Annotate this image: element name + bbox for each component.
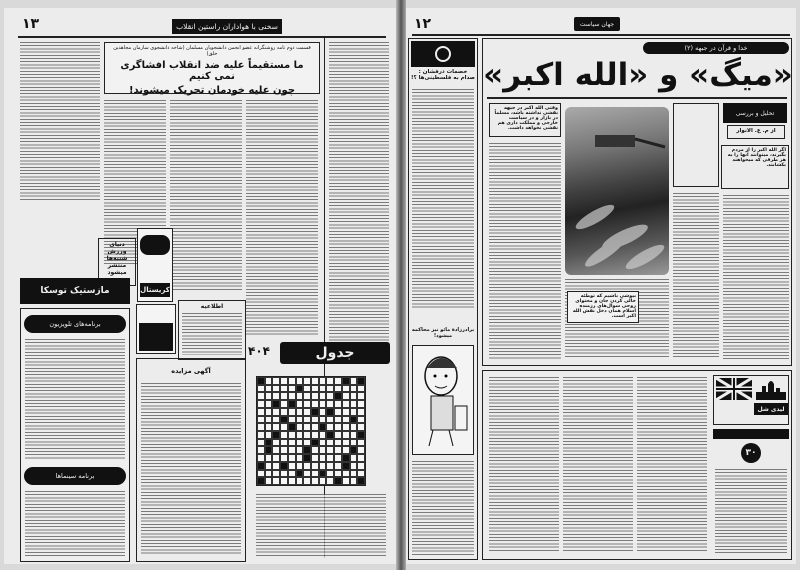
crossword-cell[interactable] [357,454,365,462]
crossword-cell[interactable] [334,416,342,424]
war-photo [565,107,669,275]
crossword-cell[interactable] [303,446,311,454]
article-text [723,195,789,359]
cinema-ad-logo [140,235,170,255]
article-text [637,377,707,553]
crossword-cell[interactable] [326,462,334,470]
main-headline: «میگ» و «الله اکبر» [483,57,793,93]
crossword-cell[interactable] [296,377,304,385]
headline-line-1: ما مستقیماً علیه ضد انقلاب افشاگری نمی کنیم [120,60,304,82]
crossword-cell[interactable] [334,385,342,393]
cinema-ad-title: کریستال [140,283,170,297]
crossword-cell[interactable] [311,462,319,470]
crossword-cell[interactable] [257,423,265,431]
crossword-cell[interactable] [280,446,288,454]
crossword-cell[interactable] [280,423,288,431]
headline-rule [487,97,787,99]
crossword-cell[interactable] [326,470,334,478]
crossword-cell[interactable] [319,477,327,485]
crossword-cell[interactable] [265,400,273,408]
crossword-cell[interactable] [296,416,304,424]
crossword-cell[interactable] [272,431,280,439]
crossword-cell[interactable] [296,431,304,439]
crossword-cell[interactable] [342,385,350,393]
crossword-cell[interactable] [288,439,296,447]
pull-quote-1: وقتی الله اکبر در جبهه نقشی نداشته باشد، مسلماً در بازار و در سیاست خارجی و مملکت داری هم نقشی نخواهد داشت. [489,103,561,137]
crossword-number: ۴۰۴ [248,344,270,358]
crossword-cell[interactable] [272,439,280,447]
crossword-cell[interactable] [257,400,265,408]
crossword-cell[interactable] [334,408,342,416]
crossword-cell[interactable] [326,423,334,431]
crossword-cell[interactable] [342,416,350,424]
left-page [4,8,396,564]
crossword-cell[interactable] [296,446,304,454]
small-ad [136,304,176,354]
crossword-cell[interactable] [272,385,280,393]
auction-title: آگهی مزایده [171,367,211,375]
crossword-cell[interactable] [265,431,273,439]
crossword-cell[interactable] [257,454,265,462]
crossword-cell[interactable] [326,400,334,408]
crossword-cell[interactable] [303,454,311,462]
article-text [489,377,559,553]
crossword-cell[interactable] [326,439,334,447]
listings-box [20,308,130,562]
crossword-cell[interactable] [350,454,358,462]
crossword-cell[interactable] [257,431,265,439]
crossword [248,344,392,564]
crossword-cell[interactable] [326,408,334,416]
crossword-cell[interactable] [319,377,327,385]
crossword-cell[interactable] [296,385,304,393]
crossword-cell[interactable] [350,446,358,454]
crossword-cell[interactable] [257,377,265,385]
crossword-cell[interactable] [350,439,358,447]
crossword-cell[interactable] [342,462,350,470]
article-text [673,193,719,359]
crossword-cell[interactable] [357,439,365,447]
crossword-cell[interactable] [303,423,311,431]
crossword-cell[interactable] [326,454,334,462]
right-page [406,8,796,564]
crossword-cell[interactable] [350,477,358,485]
crossword-cell[interactable] [334,377,342,385]
crossword-cell[interactable] [342,470,350,478]
crossword-cell[interactable] [265,385,273,393]
page-number: ۱۳ [22,16,40,32]
main-headline-wrap [483,55,793,95]
crossword-cell[interactable] [350,462,358,470]
crossword-cell[interactable] [357,462,365,470]
crossword-cell[interactable] [342,439,350,447]
crossword-cell[interactable] [350,400,358,408]
crossword-cell[interactable] [265,377,273,385]
crossword-cell[interactable] [265,477,273,485]
lead-headline-box [104,42,320,94]
crossword-cell[interactable] [288,392,296,400]
crossword-cell[interactable] [350,416,358,424]
crossword-cell[interactable] [357,477,365,485]
crossword-cell[interactable] [319,423,327,431]
header-rule [18,36,386,38]
crossword-cell[interactable] [257,392,265,400]
parliament-icon [754,378,788,400]
crossword-cell[interactable] [288,462,296,470]
analysis-label: تحلیل و بررسی [723,103,787,123]
crossword-cell[interactable] [265,392,273,400]
feature-header [713,375,789,425]
headline-line-2: چون علیه خودمان تحریک میشوند! [128,85,296,96]
crossword-cell[interactable] [311,400,319,408]
crossword-cell[interactable] [303,377,311,385]
notice-box [178,300,246,360]
crossword-clues [256,494,386,558]
crossword-cell[interactable] [319,400,327,408]
feature-bar [713,429,789,439]
crossword-cell[interactable] [257,385,265,393]
crossword-cell[interactable] [296,400,304,408]
crossword-cell[interactable] [257,446,265,454]
logo-icon [435,46,451,62]
small-ad-block [139,323,173,351]
header-rule [412,34,790,36]
crossword-cell[interactable] [319,408,327,416]
crossword-cell[interactable] [257,462,265,470]
crossword-cell[interactable] [311,431,319,439]
text-column [329,42,389,342]
crossword-cell[interactable] [288,385,296,393]
crossword-cell[interactable] [280,431,288,439]
crossword-cell[interactable] [342,400,350,408]
auction-box [136,358,246,562]
crossword-cell[interactable] [342,423,350,431]
crossword-cell[interactable] [357,392,365,400]
tv-program-title: برنامه‌های تلویزیون [24,315,126,333]
crossword-cell[interactable] [257,439,265,447]
crossword-cell[interactable] [334,462,342,470]
crossword-cell[interactable] [319,385,327,393]
crossword-cell[interactable] [319,439,327,447]
crossword-cell[interactable] [342,431,350,439]
logo-box [411,41,475,67]
crossword-cell[interactable] [280,392,288,400]
sidebar-headline: خصمات درفشان : صدام به فلسطینی‌ها ؟! [411,69,475,81]
tv-listings [25,339,125,459]
crossword-cell[interactable] [272,454,280,462]
crossword-cell[interactable] [326,392,334,400]
lead-subtitle: قسمت دوم نامه روشنگرانه عضو انجمن دانشجویان مسلمان (شاخه دانشجوی سازمان مجاهدین خلق) [113,45,311,57]
crossword-cell[interactable] [342,454,350,462]
crossword-cell[interactable] [272,446,280,454]
crossword-cell[interactable] [280,385,288,393]
crossword-cell[interactable] [326,385,334,393]
ad-banner: مازستیک توسکا [20,278,130,304]
crossword-cell[interactable] [265,446,273,454]
crossword-cell[interactable] [350,392,358,400]
crossword-cell[interactable] [334,400,342,408]
crossword-cell[interactable] [303,408,311,416]
crossword-cell[interactable] [334,392,342,400]
crossword-cell[interactable] [272,392,280,400]
crossword-cell[interactable] [342,392,350,400]
crossword-cell[interactable] [319,392,327,400]
cartoon-mao [412,345,474,455]
left-sidebar [408,38,478,560]
crossword-cell[interactable] [342,446,350,454]
crossword-cell[interactable] [303,392,311,400]
crossword-cell[interactable] [311,385,319,393]
crossword-cell[interactable] [296,392,304,400]
episode-number: ۳۰ [741,443,761,463]
sidebar-text [412,89,474,309]
crossword-cell[interactable] [280,462,288,470]
crossword-cell[interactable] [303,477,311,485]
pull-quote-3: بپوشی باشیم که توطئه خالی کردن جان و محتوای روحی سوال‌های رزمنده اسلام همان دخل نقش الله اکبر است. [567,291,639,323]
union-jack-icon [716,378,752,400]
crossword-cell[interactable] [280,439,288,447]
pull-quote-2: اگر الله اکبر را از مردم بگیرند، میتوانند آنها را به هر طرفی که میخواهند بکشانند. [721,145,789,189]
crossword-cell[interactable] [272,470,280,478]
crossword-cell[interactable] [303,439,311,447]
crossword-cell[interactable] [280,377,288,385]
pull-quote-side [673,103,719,187]
crossword-cell[interactable] [265,462,273,470]
crossword-cell[interactable] [272,423,280,431]
crossword-cell[interactable] [288,477,296,485]
crossword-cell[interactable] [357,423,365,431]
crossword-cell[interactable] [334,470,342,478]
crossword-cell[interactable] [350,431,358,439]
crossword-cell[interactable] [272,462,280,470]
crossword-cell[interactable] [311,392,319,400]
crossword-cell[interactable] [342,408,350,416]
text-column [20,42,100,200]
crossword-cell[interactable] [280,477,288,485]
crossword-cell[interactable] [303,462,311,470]
crossword-cell[interactable] [334,454,342,462]
crossword-cell[interactable] [319,470,327,478]
crossword-cell[interactable] [303,470,311,478]
crossword-cell[interactable] [357,385,365,393]
notice-text [182,313,242,355]
sidebar-text [412,461,474,555]
crossword-cell[interactable] [319,454,327,462]
crossword-cell[interactable] [288,400,296,408]
crossword-cell[interactable] [326,446,334,454]
crossword-cell[interactable] [311,470,319,478]
main-article-box [482,38,792,366]
author: از م. ع. الانوار [727,125,785,139]
side-column-headline: برادرزادهٔ مائو نیز محاکمه میشود! [411,327,475,339]
crossword-cell[interactable] [303,416,311,424]
crossword-cell[interactable] [326,477,334,485]
crossword-cell[interactable] [357,377,365,385]
crossword-cell[interactable] [334,439,342,447]
crossword-cell[interactable] [311,408,319,416]
cinema-program-title: برنامه سینماها [24,467,126,485]
crossword-cell[interactable] [334,446,342,454]
sports-box: دنیای ورزش شنبه‌ها منتشر میشود [98,238,136,286]
crossword-cell[interactable] [342,377,350,385]
crossword-cell[interactable] [272,416,280,424]
crossword-cell[interactable] [357,408,365,416]
crossword-title: جدول [280,342,390,364]
article-text [563,377,633,553]
bottom-article-box [482,370,792,560]
crossword-cell[interactable] [326,431,334,439]
crossword-cell[interactable] [357,431,365,439]
feature-title: لیدی شل [754,403,788,415]
crossword-cell[interactable] [280,416,288,424]
crossword-cell[interactable] [334,423,342,431]
cinema-listings [25,491,125,557]
crossword-cell[interactable] [303,400,311,408]
crossword-cell[interactable] [319,431,327,439]
crossword-cell[interactable] [257,416,265,424]
crossword-cell[interactable] [265,439,273,447]
crossword-cell[interactable] [296,454,304,462]
crossword-cell[interactable] [280,408,288,416]
crossword-cell[interactable] [334,477,342,485]
crossword-cell[interactable] [350,377,358,385]
crossword-cell[interactable] [350,385,358,393]
crossword-cell[interactable] [265,416,273,424]
crossword-cell[interactable] [272,408,280,416]
crossword-cell[interactable] [350,423,358,431]
crossword-cell[interactable] [288,408,296,416]
text-column [246,100,318,335]
crossword-cell[interactable] [257,477,265,485]
article-text [715,469,787,553]
crossword-cell[interactable] [265,454,273,462]
crossword-cell[interactable] [319,446,327,454]
crossword-cell[interactable] [326,377,334,385]
crossword-cell[interactable] [257,408,265,416]
article-text [489,143,561,359]
notice-title: اطلاعیه [200,303,224,310]
crossword-cell[interactable] [288,446,296,454]
crossword-cell[interactable] [288,423,296,431]
crossword-cell[interactable] [296,439,304,447]
crossword-cell[interactable] [265,470,273,478]
crossword-cell[interactable] [357,470,365,478]
crossword-cell[interactable] [357,446,365,454]
crossword-cell[interactable] [303,385,311,393]
crossword-cell[interactable] [296,408,304,416]
crossword-cell[interactable] [311,416,319,424]
crossword-cell[interactable] [342,477,350,485]
section-title: جهان سیاست [574,17,620,31]
crossword-cell[interactable] [272,477,280,485]
crossword-cell[interactable] [319,462,327,470]
kicker: خدا و قرآن در جبهه (۲) [643,42,789,54]
page-number: ۱۲ [414,16,432,32]
crossword-cell[interactable] [334,431,342,439]
crossword-cell[interactable] [265,408,273,416]
crossword-cell[interactable] [272,400,280,408]
crossword-cell[interactable] [288,431,296,439]
crossword-cell[interactable] [265,423,273,431]
crossword-cell[interactable] [296,423,304,431]
crossword-cell[interactable] [296,462,304,470]
crossword-cell[interactable] [357,416,365,424]
crossword-cell[interactable] [311,423,319,431]
page-spine [396,0,406,570]
crossword-cell[interactable] [280,470,288,478]
cinema-ad [137,228,173,302]
crossword-cell[interactable] [319,416,327,424]
text-column [170,100,242,290]
crossword-cell[interactable] [311,477,319,485]
crossword-grid[interactable] [256,376,366,486]
crossword-cell[interactable] [311,454,319,462]
crossword-cell[interactable] [350,408,358,416]
crossword-cell[interactable] [326,416,334,424]
crossword-cell[interactable] [280,400,288,408]
crossword-cell[interactable] [257,470,265,478]
crossword-cell[interactable] [288,470,296,478]
crossword-cell[interactable] [303,431,311,439]
crossword-cell[interactable] [311,446,319,454]
crossword-cell[interactable] [288,416,296,424]
crossword-cell[interactable] [296,477,304,485]
crossword-cell[interactable] [280,454,288,462]
crossword-cell[interactable] [288,454,296,462]
crossword-cell[interactable] [357,400,365,408]
crossword-cell[interactable] [311,439,319,447]
crossword-cell[interactable] [296,470,304,478]
crossword-cell[interactable] [350,470,358,478]
auction-text [141,383,241,555]
crossword-cell[interactable] [288,377,296,385]
crossword-cell[interactable] [272,377,280,385]
crossword-cell[interactable] [311,377,319,385]
section-title: سخنی با هواداران راستین انقلاب [172,19,282,34]
